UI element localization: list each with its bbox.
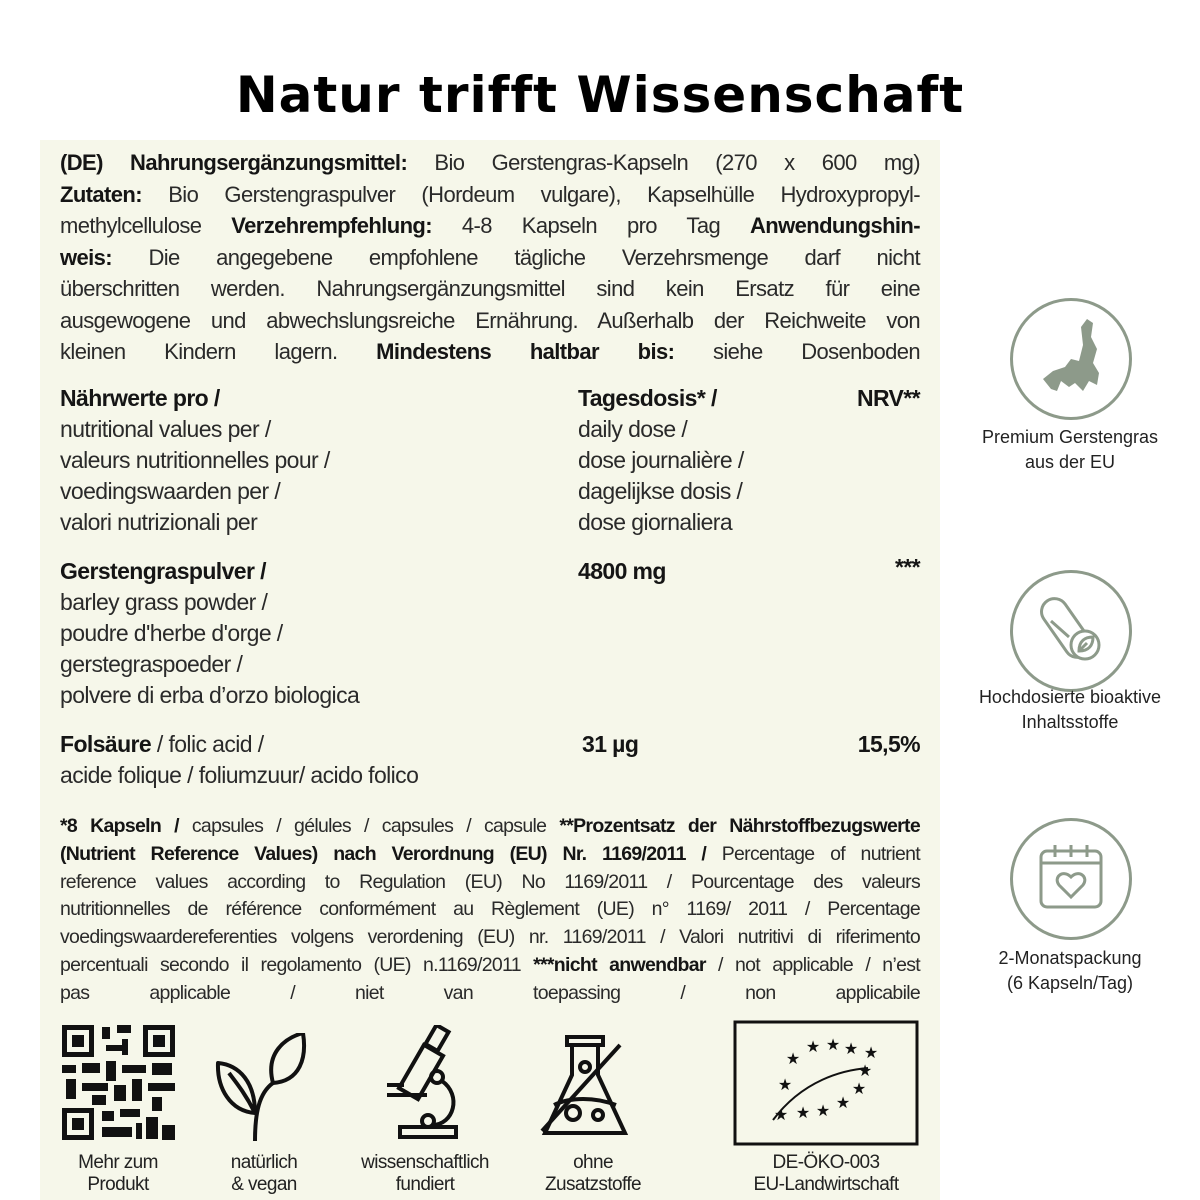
text-line — [60, 869, 920, 897]
text-segment: / not applicable / n’est — [705, 953, 920, 976]
bold-text: (DE) Nahrungsergänzungsmittel: — [60, 150, 435, 175]
text-segment: methylcellulose — [60, 213, 232, 238]
nutrient-translation: / folic acid / — [151, 731, 264, 757]
label-line: Produkt — [87, 1174, 149, 1195]
header-line: nutritional values per / — [60, 416, 271, 442]
svg-text:★: ★ — [785, 1049, 801, 1068]
side-feature-label — [940, 425, 1200, 475]
nutrition-header-col2 — [578, 383, 744, 538]
text-segment: capsules / gélules / capsules / capsule — [191, 815, 560, 837]
text-line — [60, 179, 920, 211]
svg-text:★: ★ — [843, 1039, 859, 1058]
header-line: dose giornaliera — [578, 509, 733, 535]
text-segment: 4-8 Kapseln pro Tag — [461, 213, 750, 238]
text-segment: reference values according to Regulation (EU) No 1169/2011 / Pourcentage des valeurs — [60, 870, 920, 893]
nutrient-dose: 31 µg — [582, 731, 639, 757]
capsule-leaf-icon — [1013, 573, 1129, 689]
header-line: voedingswaarden per / — [60, 478, 281, 504]
flask-crossed-icon — [540, 1035, 630, 1140]
label-line: (6 Kapseln/Tag) — [1006, 973, 1134, 993]
header-label: Nährwerte pro / — [60, 385, 220, 411]
svg-text:★: ★ — [805, 1037, 821, 1056]
nutrient-nrv: *** — [894, 554, 920, 580]
nutrient-translation: polvere di erba d’orzo biologica — [60, 682, 360, 708]
text-line — [60, 896, 920, 924]
text-line — [60, 952, 920, 980]
qr-code-icon[interactable] — [62, 1025, 175, 1140]
nutrition-header-col1 — [60, 383, 330, 538]
table-row — [60, 729, 418, 791]
calendar-heart-icon — [1013, 821, 1129, 937]
text-line — [60, 813, 920, 841]
label-line: aus der EU — [1024, 452, 1116, 472]
text-segment: nutritionnelles de référence conformément au Règlement (UE) n° 1169/ 2011 / Percentage — [60, 898, 920, 921]
microscope-icon — [382, 1025, 474, 1140]
text-segment: siehe Dosenboden — [712, 339, 920, 364]
nutrient-dose: 4800 mg — [578, 558, 666, 584]
text-segment: überschritten werden. Nahrungsergänzungsmittel sind kein Ersatz für eine — [60, 276, 920, 301]
svg-text:★: ★ — [851, 1079, 867, 1098]
label-line: Zusatzstoffe — [545, 1174, 641, 1195]
label-line: EU-Landwirtschaft — [753, 1174, 899, 1195]
label-line: ohne — [573, 1152, 613, 1173]
nutrient-translation: barley grass powder / — [60, 589, 268, 615]
bold-text: Anwendungshin- — [749, 213, 921, 238]
text-line — [60, 242, 920, 274]
label-line: 2-Monatspackung — [998, 948, 1142, 968]
page-title: Natur trifft Wissenschaft — [235, 66, 965, 124]
text-segment: ausgewogene und abwechslungsreiche Ernährung. Außerhalb der Reichweite von — [60, 307, 920, 333]
text-segment: voedingswaardereferenties volgens verordening (EU) nr. 1169/2011 / Valori nutritivi di riferimento — [60, 926, 920, 949]
footnotes — [60, 813, 920, 1008]
bold-text: Zutaten: — [60, 181, 169, 207]
text-segment: Bio Gerstengraspulver (Hordeum vulgare), Kapselhülle Hydroxypropyl- — [168, 181, 920, 207]
svg-text:★: ★ — [815, 1101, 831, 1120]
side-feature-label — [940, 685, 1200, 735]
text-line — [60, 147, 920, 179]
table-row — [60, 556, 359, 711]
product-label — [40, 140, 940, 1200]
header-line: valeurs nutritionnelles pour / — [60, 447, 330, 473]
svg-text:★: ★ — [795, 1103, 811, 1122]
bold-text: Verzehrempfehlung: — [231, 213, 462, 238]
bottom-icon-label — [335, 1152, 515, 1196]
text-segment: pas applicable / niet van toepassing / non applicabile — [60, 981, 920, 1004]
nutrient-name: Folsäure — [60, 731, 152, 757]
side-feature-circle — [1010, 570, 1132, 692]
label-line: Inhaltsstoffe — [1021, 712, 1119, 732]
nutrition-header-col3 — [857, 383, 920, 414]
text-segment: percentuali secondo il regolamento (UE) n.1169/2011 — [60, 953, 534, 976]
nutrient-translation: poudre d'herbe d'orge / — [60, 620, 283, 646]
header-line: dagelijkse dosis / — [578, 478, 743, 504]
leaf-icon — [215, 1033, 307, 1143]
svg-text:★: ★ — [777, 1075, 793, 1094]
eu-organic-logo-icon — [733, 1020, 919, 1146]
header-line: daily dose / — [578, 416, 688, 442]
svg-text:★: ★ — [825, 1035, 841, 1054]
label-line: DE-ÖKO-003 — [772, 1152, 880, 1173]
bottom-icon-label — [736, 1152, 916, 1196]
label-line: fundiert — [395, 1174, 455, 1195]
label-line: Premium Gerstengras — [981, 427, 1159, 447]
nutrient-nrv: 15,5% — [857, 731, 920, 757]
side-feature-circle — [1010, 818, 1132, 940]
text-line — [60, 980, 920, 1008]
label-line: natürlich — [230, 1152, 298, 1173]
label-line: Mehr zum — [78, 1152, 158, 1173]
text-line — [60, 336, 920, 368]
svg-text:★: ★ — [857, 1061, 873, 1080]
svg-text:★: ★ — [773, 1105, 789, 1124]
description-text — [60, 147, 920, 368]
header-label: NRV** — [856, 385, 920, 411]
nutrient-translation: gerstegraspoeder / — [60, 651, 243, 677]
svg-text:★: ★ — [863, 1043, 879, 1062]
bottom-icon-label — [503, 1152, 683, 1196]
header-line: dose journalière / — [578, 447, 744, 473]
text-segment: Die angegebene empfohlene tägliche Verzehrsmenge darf nicht — [148, 244, 920, 270]
bold-text: **Prozentsatz der Nährstoffbezugswerte — [559, 815, 920, 837]
bold-text: ***nicht anwendbar — [533, 953, 706, 976]
text-segment: Bio Gerstengras-Kapseln (270 x 600 mg) — [434, 150, 920, 175]
side-feature-label — [940, 946, 1200, 996]
bold-text: (Nutrient Reference Values) nach Verordnung (EU) Nr. 1169/2011 / — [60, 842, 722, 865]
bold-text: Mindestens haltbar bis: — [376, 339, 713, 364]
header-label: Tagesdosis* / — [578, 385, 717, 411]
header-line: valori nutrizionali per — [60, 509, 258, 535]
nutrient-name: Gerstengraspulver / — [60, 558, 266, 584]
bold-text: *8 Kapseln / — [60, 815, 192, 837]
text-line — [60, 210, 920, 242]
europe-map-icon — [1013, 301, 1129, 417]
text-line — [60, 273, 920, 305]
nutrient-translation: acide folique / foliumzuur/ acido folico — [60, 762, 419, 788]
label-line: & vegan — [231, 1174, 297, 1195]
text-segment: kleinen Kindern lagern. — [60, 339, 377, 364]
bold-text: weis: — [60, 244, 149, 270]
svg-text:★: ★ — [835, 1093, 851, 1112]
text-line — [60, 924, 920, 952]
side-feature-circle — [1010, 298, 1132, 420]
label-line: Hochdosierte bioaktive — [978, 687, 1162, 707]
text-line — [60, 841, 920, 869]
text-segment: Percentage of nutrient — [721, 842, 920, 865]
label-line: wissenschaftlich — [361, 1152, 489, 1173]
bottom-icon-label — [174, 1152, 354, 1196]
text-line — [60, 305, 920, 337]
